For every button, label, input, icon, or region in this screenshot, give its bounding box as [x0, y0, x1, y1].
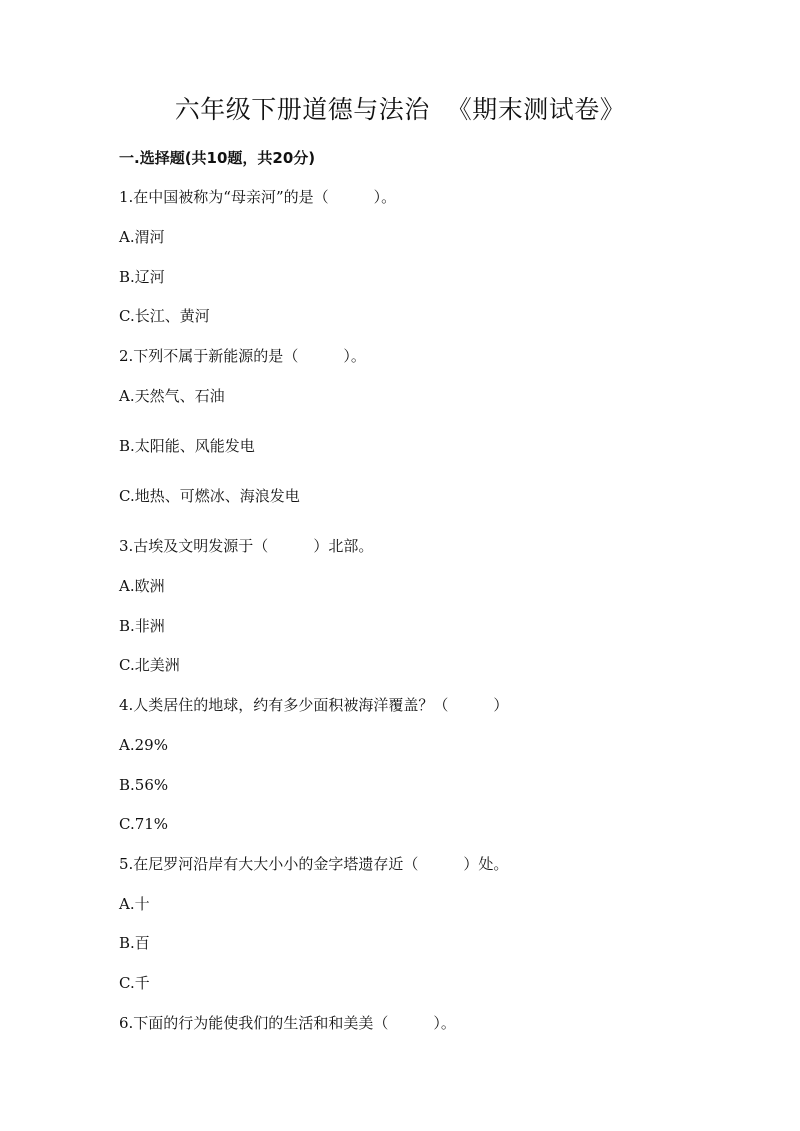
question-1-option-a: A.渭河	[119, 228, 165, 246]
question-3-option-c: C.北美洲	[119, 656, 180, 674]
question-3-stem: 3.古埃及文明发源于（ ）北部。	[119, 537, 374, 555]
question-4-option-c: C.71%	[119, 815, 169, 833]
question-5-stem: 5.在尼罗河沿岸有大大小小的金字塔遗存近（ ）处。	[119, 855, 509, 873]
question-3-option-b: B.非洲	[119, 617, 165, 635]
question-1-stem: 1.在中国被称为“母亲河”的是（ ）。	[119, 188, 397, 206]
section-heading: 一.选择题(共10题，共20分)	[119, 149, 316, 167]
question-1-option-c: C.长江、黄河	[119, 307, 210, 325]
question-2-option-b: B.太阳能、风能发电	[119, 437, 255, 455]
question-4-stem: 4.人类居住的地球，约有多少面积被海洋覆盖？（ ）	[119, 696, 509, 714]
question-5-option-b: B.百	[119, 934, 150, 952]
question-2-stem: 2.下列不属于新能源的是（ ）。	[119, 347, 366, 365]
question-6-stem: 6.下面的行为能使我们的生活和和美美（ ）。	[119, 1014, 456, 1032]
question-5-option-c: C.千	[119, 974, 150, 992]
question-5-option-a: A.十	[119, 895, 150, 913]
question-2-option-c: C.地热、可燃冰、海浪发电	[119, 487, 300, 505]
question-4-option-a: A.29%	[119, 736, 168, 754]
exam-title: 六年级下册道德与法治 《期末测试卷》	[174, 95, 626, 124]
question-2-option-a: A.天然气、石油	[119, 387, 225, 405]
question-4-option-b: B.56%	[119, 776, 169, 794]
question-3-option-a: A.欧洲	[119, 577, 165, 595]
question-1-option-b: B.辽河	[119, 268, 165, 286]
